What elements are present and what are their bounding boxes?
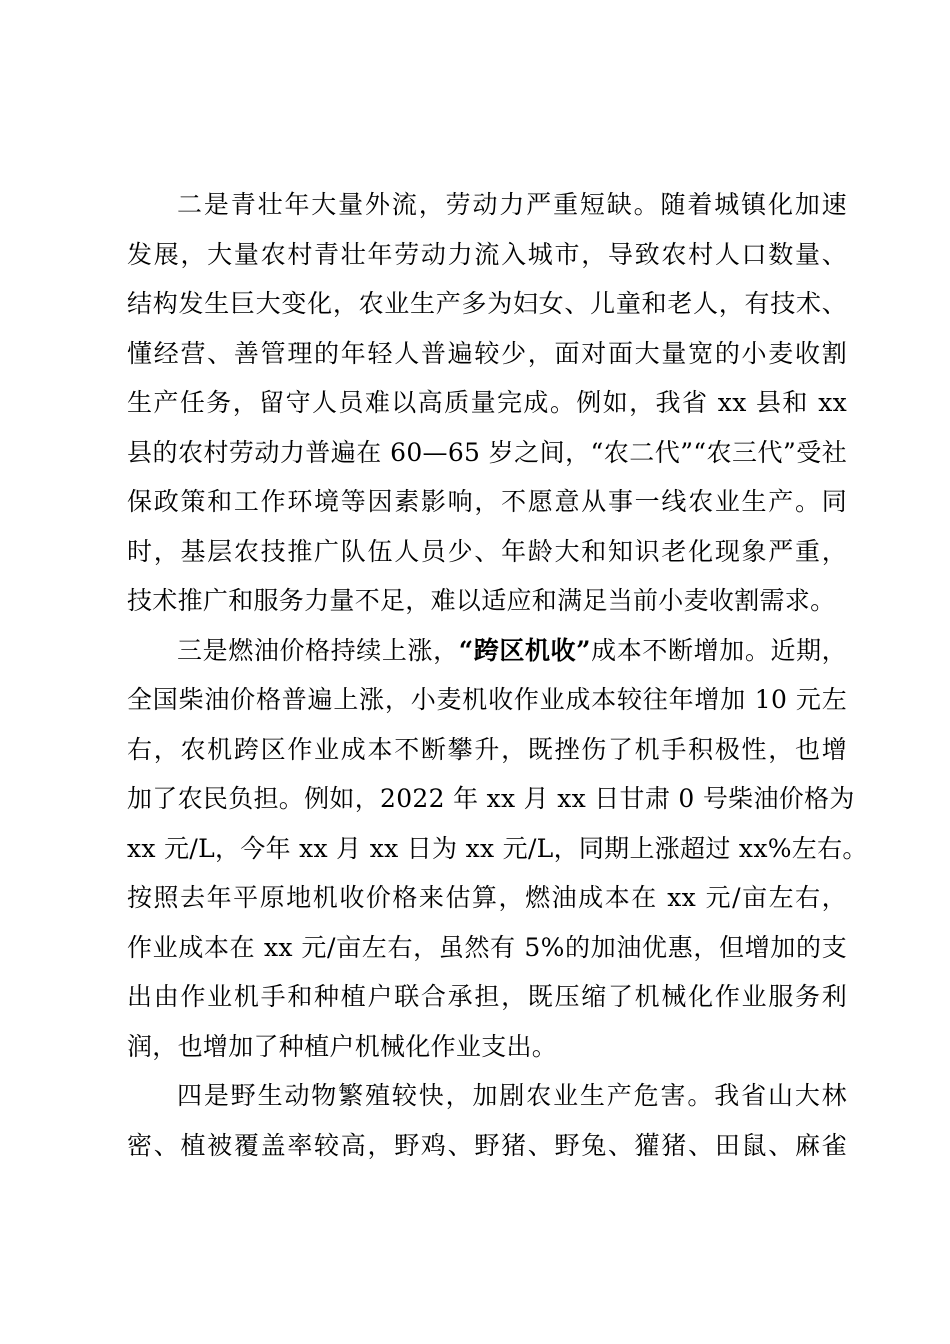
paragraph-3-suffix: 成本不断增加。近期， xyxy=(590,635,847,665)
paragraph-3-line-5: xx 元/L，今年 xx 月 xx 日为 xx 元/L，同期上涨超过 xx%左右。 xyxy=(127,833,868,863)
paragraph-3-line-9: 润，也增加了种植户机械化作业支出。 xyxy=(127,1031,558,1061)
paragraph-3-line-6: 按照去年平原地机收价格来估算，燃油成本在 xx 元/亩左右， xyxy=(127,883,847,912)
paragraph-4-line-2: 密、植被覆盖率较高，野鸡、野猪、野兔、獾猪、田鼠、麻雀 xyxy=(127,1130,847,1160)
paragraph-2-line-6: 县的农村劳动力普遍在 60—65 岁之间，“农二代”“农三代”受社 xyxy=(127,437,847,467)
paragraph-3-line-7: 作业成本在 xx 元/亩左右，虽然有 5%的加油优惠，但增加的支 xyxy=(127,932,847,962)
paragraph-2-line-3: 结构发生巨大变化，农业生产多为妇女、儿童和老人，有技术、 xyxy=(127,289,847,318)
paragraph-3-bold-term: “跨区机收” xyxy=(458,635,591,665)
paragraph-2-line-9: 技术推广和服务力量不足，难以适应和满足当前小麦收割需求。 xyxy=(127,586,836,615)
paragraph-4-line-1: 四是野生动物繁殖较快，加剧农业生产危害。我省山大林 xyxy=(177,1081,847,1110)
paragraph-2-line-7: 保政策和工作环境等因素影响，不愿意从事一线农业生产。同 xyxy=(127,487,847,516)
paragraph-3-line-1 xyxy=(127,626,847,676)
paragraph-2-line-4: 懂经营、善管理的年轻人普遍较少，面对面大量宽的小麦收割 xyxy=(127,338,847,368)
paragraph-2-line-1: 二是青壮年大量外流，劳动力严重短缺。随着城镇化加速 xyxy=(177,190,847,219)
paragraph-3-line-2: 全国柴油价格普遍上涨，小麦机收作业成本较往年增加 10 元左 xyxy=(127,685,847,714)
paragraph-2-line-2: 发展，大量农村青壮年劳动力流入城市，导致农村人口数量、 xyxy=(127,239,847,269)
paragraph-2-line-8: 时，基层农技推广队伍人员少、年龄大和知识老化现象严重， xyxy=(127,536,847,566)
paragraph-3-prefix: 三是燃油价格持续上涨， xyxy=(177,635,459,665)
paragraph-3-line-4: 加了农民负担。例如，2022 年 xx 月 xx 日甘肃 0 号柴油价格为 xyxy=(127,784,855,813)
paragraph-2-line-5: 生产任务，留守人员难以高质量完成。例如，我省 xx 县和 xx xyxy=(127,388,847,417)
paragraph-3-line-3: 右，农机跨区作业成本不断攀升，既挫伤了机手积极性，也增 xyxy=(127,734,847,764)
document-body xyxy=(127,180,868,1170)
paragraph-3-line-8: 出由作业机手和种植户联合承担，既压缩了机械化作业服务利 xyxy=(127,982,847,1011)
